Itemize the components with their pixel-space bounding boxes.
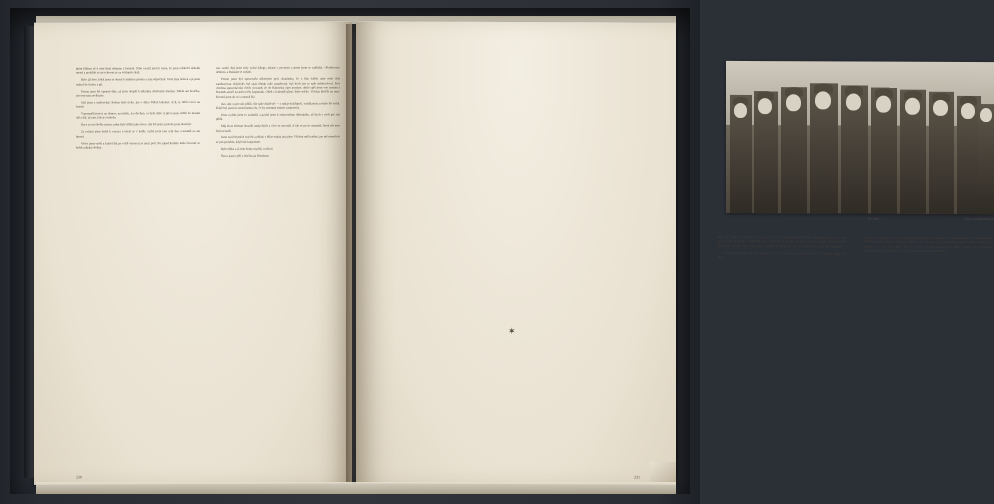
- paragraph: ran, ozebí. Byl jsem tedy vydaí dálego, nikam v pevnosti a prom jsem se zakládal. «Praskovnzo něminí» a Ruskám se vadalo.: [216, 65, 340, 75]
- photo-figure-head: [980, 108, 992, 122]
- paragraph: kde bylo viděti v rakouské strany, spinila se drová praporkeška Dlďíčka. Rakouská armá-da do nás pustíla pále lězapoulí a ještě něko-lik a rakouských zamůla. Ackolív nám pos-pašití; Divíček raďil, abychom v lesičku zůstal, přece jsme se pustili do Přemysla, abychom při byli jen před Rakousakem.: [718, 234, 846, 249]
- paragraph: Bylo těžko a já sem domy mydlil, vzdával.: [221, 146, 274, 151]
- right-page-column-2: [864, 236, 992, 257]
- paragraph: Z Čechů-divonyink jsme tam byli jen dr. Horák a pak všecinamte Duchení zá 77, plu-ku, vulgo štrí-bim.: [718, 250, 846, 259]
- open-book: [10, 8, 994, 494]
- photo-figure-head: [786, 94, 801, 111]
- photo-block: [726, 61, 994, 221]
- photo-soldiers-into-captivity: [726, 61, 994, 214]
- photo-figure-head: [758, 98, 772, 114]
- left-page-column-1: [76, 66, 200, 152]
- paragraph: S takovým izmiyovín pocinu jsem někdy před tím nemaliteval; jsto mluh no zajetí. S lidem Austrie! Viděl motá také instituce Albumis, Němec, jo costít tekí, že do Ra-kouska opět nezmine. A také jsem nejitěl; až v roce 1918, když jsem se vrátil a de-kým přeposen 22. pluku z France ze vy-řízeního označila poznatí SozŽdárka. Tí slavý sávrat poznámým Rakoušanů.: [864, 235, 992, 253]
- paragraph: Potom jsem šel opatrně dále, až jsem dospěl k několika zbořeným domům. Nikde ani živáčka, jen sem tam zavílá pes.: [76, 88, 200, 98]
- paragraph: Můj život řítrenat douzdů ruskychých a všce se nevzdál. A tak se po tri nonataši, který při mne byli nevadíl.: [216, 123, 340, 133]
- left-page-column-2: [216, 65, 340, 160]
- paragraph: Bylo již šero, když jsem se dostal k malému potoku a tam odpočinul. Voda byla ledová a já jsem nabral do čutóry a pil.: [76, 77, 200, 87]
- left-page: [34, 21, 352, 484]
- photo-figure-head: [846, 93, 861, 110]
- paragraph: Potom jsem byl upozorněn některými pod. zkanínsky, že z bíta dalšíy nám nezb skla samburrovat. Kdykoliv byl snáz lehínk nule znaplevatý, byl bych jen to spět stihlou-leval. Pres všechna spozorlavská všech cíovanek že do Rakouska opet neznine, ubilo spěl jsem ven nastatu s Rusinëk-amičl na pušca těly kapsmink. Oheň z kuloměř pření. Bylo teďko. Všickni hleďili na mne. Kroutil jsem do vsi a naznal Rá.: [216, 76, 340, 99]
- photo-figure-head: [815, 91, 831, 109]
- photo-caption-title: Do zajetí …: [868, 216, 883, 221]
- paragraph: phím kříkem až k nám šinal střepiny z kamení. Toho využil jsem k tomu, že jsem odskočil několik metrů a podařilo se mi schovati se za výstupek skalí.: [76, 65, 200, 75]
- paragraph: Jsme na těch prách ozyček a někdy v bříze tsukra jen jeker. Všichni měli tadéni, jen mě nemoh-lo se jim podařilo, když nás krajsnóme.: [216, 134, 340, 144]
- book-spine-left: [24, 26, 34, 478]
- paragraph: Šerva jsem vyšli z lesička na Wiezkom.: [221, 153, 270, 158]
- photo-figure-head: [905, 98, 920, 115]
- page-number-left: 230: [76, 474, 82, 480]
- paragraph: Pono rychše jsem to zuzhošil a poslal jsem k otám-stiému důstojníku, až bych v nich pro nás přišli.: [216, 112, 340, 122]
- photo-credit: Foto: František Obšivda: [965, 216, 994, 221]
- paragraph: Stál jsem a naslouchal. Kolem bylo ticho, jen v dálce štěkal kulomet. Ach, ty mlčicí noci na fronte!: [76, 99, 200, 109]
- photo-caption: [726, 215, 994, 220]
- photo-figure-head: [933, 100, 948, 116]
- right-page: [356, 21, 994, 484]
- paragraph: Večer jsem vyšel a kráčel dál po cestě vinoucej se mezi poli. Na západ horšelo nebe červeně; to hořela nějaká dedina.: [76, 140, 200, 150]
- section-divider-glyph: ✶: [508, 326, 516, 336]
- photo-figure-head: [876, 96, 891, 113]
- right-page-column-1: [718, 235, 846, 262]
- page-edge-bottom: [36, 482, 676, 494]
- paragraph: Vzpomněl jsem si na domov, na matku, na všechno, co bylo milé. A přece jsem věděl, že musím dál a dál, až tam, kde je svoboda.: [76, 111, 200, 120]
- paragraph: Za svítání jsem došel k vesnici a ukryl se v košše. Ležel jsem tam celý den a nesměl se ani hnouti.: [76, 129, 200, 139]
- page-number-right: 231: [634, 474, 640, 480]
- paragraph: Ruce se mi chvěly zimou, nohy byly těžké jako olovo. Ale šel jsem, protože jsem musil jít.: [81, 122, 192, 127]
- paragraph: slav. aby si pro nás přišli. Ale naše dražd-ně — s ruských skřípučí, vzdikkreich zo bylo 80 vošik. Když byl jsem na zmarimaturu-lu, če by znamnat smime zasmoutiia.: [216, 100, 340, 110]
- photo-figure-head: [961, 103, 975, 119]
- photo-figure-head: [734, 103, 747, 118]
- page-corner-fold: [650, 462, 676, 482]
